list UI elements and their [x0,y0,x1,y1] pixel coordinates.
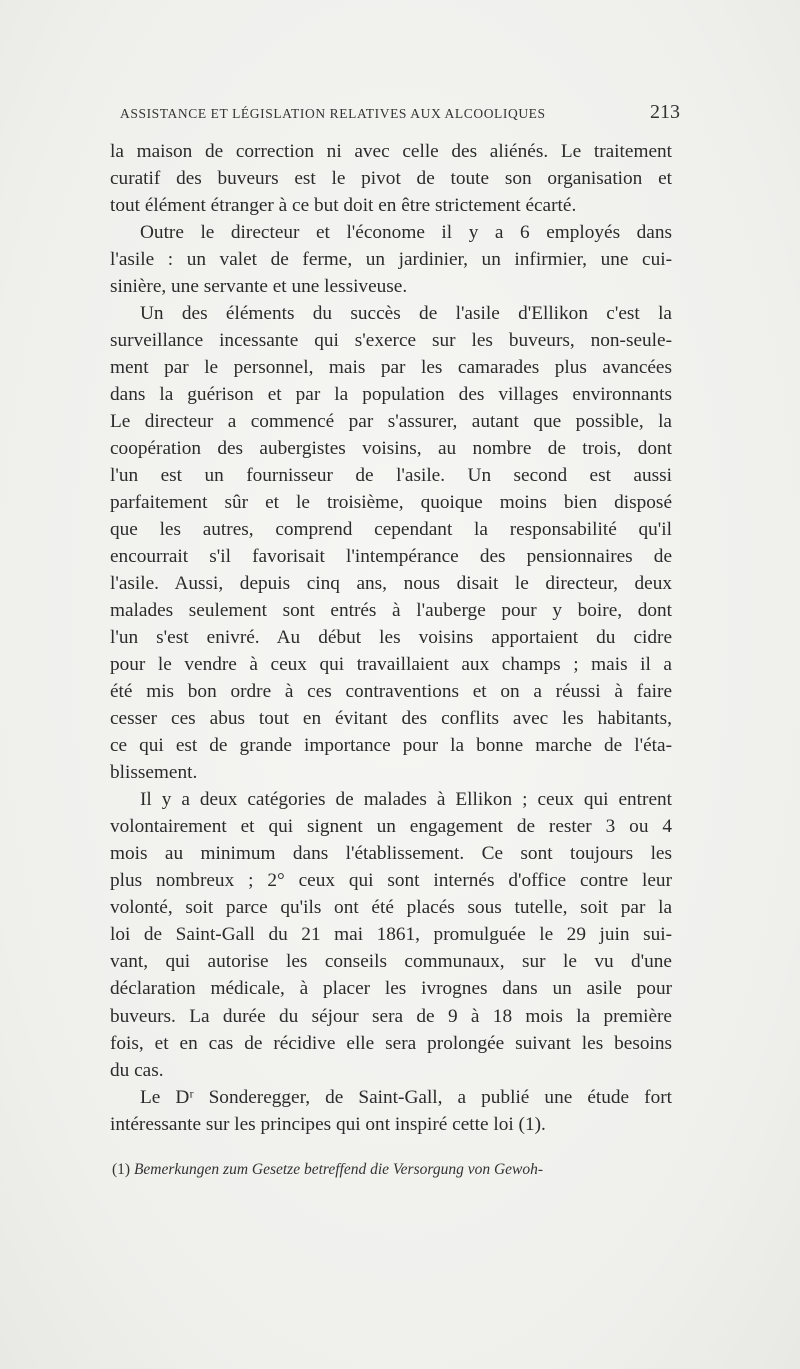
text-line: Le directeur a commencé par s'assurer, autant que possible, la [110,411,672,433]
text-line: la maison de correction ni avec celle des aliénés. Le traitement [110,141,672,162]
text-line: mois au minimum dans l'établissement. Ce sont toujours les [110,843,672,865]
footnote-text: Bemerkungen zum Gesetze betreffend die Versorgung von Gewoh- [133,1161,544,1178]
text-line: Un des éléments du succès de l'asile d'Ellikon c'est la [140,303,672,325]
text-line: Le Dʳ Sonderegger, de Saint-Gall, a publié une étude fort [140,1086,672,1108]
text-line: coopération des aubergistes voisins, au nombre de trois, dont [110,438,672,460]
text-line: blissement. [110,762,198,784]
text-line: parfaitement sûr et le troisième, quoique moins bien disposé [110,492,672,514]
text-line: sinière, une servante et une lessiveuse. [110,276,408,298]
text-line: tout élément étranger à ce but doit en être strictement écarté. [110,195,577,217]
text-line: du cas. [110,1059,164,1081]
text-line: volontairement et qui signent un engagement de rester 3 ou 4 [110,816,672,838]
text-line: ce qui est de grande importance pour la bonne marche de l'éta- [110,735,672,757]
text-line: l'asile. Aussi, depuis cinq ans, nous disait le directeur, deux [110,573,672,595]
text-line: fois, et en cas de récidive elle sera prolongée suivant les besoins [110,1032,672,1054]
text-line: loi de Saint-Gall du 21 mai 1861, promulguée le 29 juin sui- [110,924,672,946]
text-line: dans la guérison et par la population des villages environnants [110,384,672,406]
body-text [110,138,672,1138]
text-line: vant, qui autorise les conseils communaux, sur le vu d'une [110,951,672,973]
text-line: buveurs. La durée du séjour sera de 9 à 18 mois la première [110,1005,672,1027]
running-head [120,101,680,126]
text-line: déclaration médicale, à placer les ivrognes dans un asile pour [110,978,672,1000]
text-line: encourrait s'il favorisait l'intempérance des pensionnaires de [110,546,672,568]
text-line: l'asile : un valet de ferme, un jardinier, un infirmier, une cui- [110,249,672,271]
text-line: que les autres, comprend cependant la responsabilité qu'il [110,519,672,541]
text-line: Outre le directeur et l'économe il y a 6 employés dans [140,222,672,244]
text-line: l'un est un fournisseur de l'asile. Un second est aussi [110,465,672,487]
text-line: surveillance incessante qui s'exerce sur les buveurs, non-seule- [110,330,672,352]
text-line: intéressante sur les principes qui ont inspiré cette loi (1). [110,1113,546,1135]
text-line: Il y a deux catégories de malades à Ellikon ; ceux qui entrent [140,789,672,811]
text-line: volonté, soit parce qu'ils ont été placés sous tutelle, soit par la [110,897,672,919]
text-line: l'un s'est enivré. Au début les voisins apportaient du cidre [110,627,672,649]
text-line: plus nombreux ; 2° ceux qui sont internés d'office contre leur [110,870,672,892]
running-title: ASSISTANCE ET LÉGISLATION RELATIVES AUX ALCOOLIQUES [120,106,546,121]
footnote-marker: (1) [112,1161,131,1178]
text-line: ment par le personnel, mais par les camarades plus avancées [110,357,672,379]
footnote [112,1159,682,1181]
text-line: été mis bon ordre à ces contraventions et on a réussi à faire [110,681,672,703]
text-line: pour le vendre à ceux qui travaillaient aux champs ; mais il a [110,654,672,676]
text-line: malades seulement sont entrés à l'auberge pour y boire, dont [110,600,672,622]
text-line: cesser ces abus tout en évitant des conflits avec les habitants, [110,708,672,730]
text-line: curatif des buveurs est le pivot de toute son organisation et [110,168,672,190]
page-number: 213 [650,101,680,123]
